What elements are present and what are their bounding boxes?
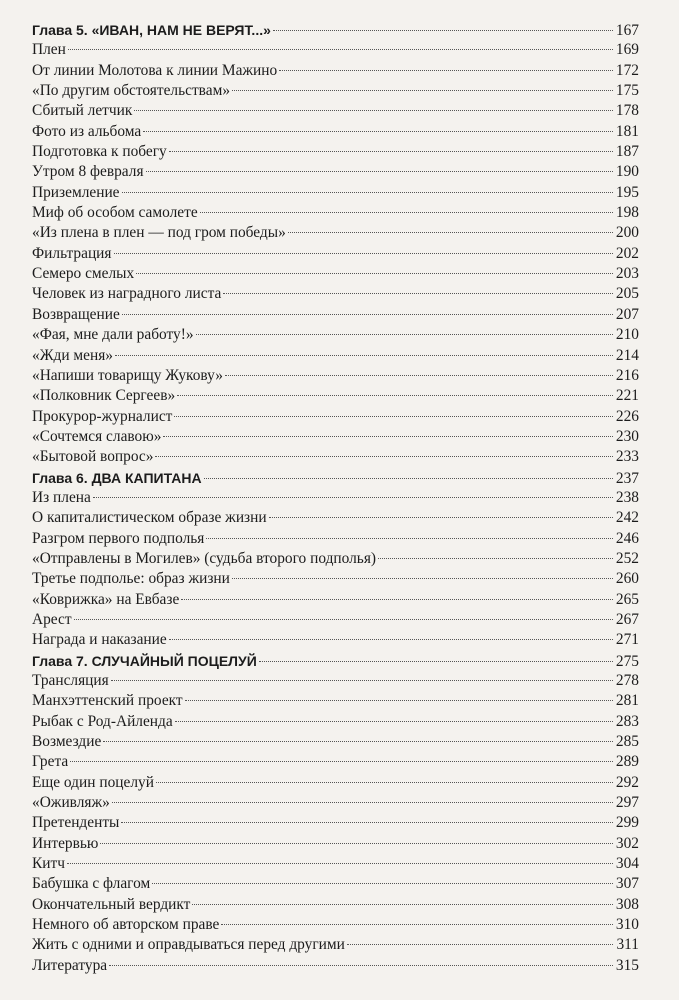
toc-entry xyxy=(32,142,639,162)
toc-entry xyxy=(32,732,639,752)
toc-entry-page-number: 175 xyxy=(615,82,639,100)
toc-entry-title: Возвращение xyxy=(32,305,120,323)
toc-entry-title: Литература xyxy=(32,956,108,974)
toc-entry xyxy=(32,223,639,243)
dot-leader xyxy=(152,882,613,884)
toc-entry xyxy=(32,529,639,549)
toc-entry-title: «Жди меня» xyxy=(32,346,113,364)
toc-entry xyxy=(32,244,639,264)
toc-entry xyxy=(32,935,639,955)
toc-chapter-entry xyxy=(32,20,639,40)
dot-leader xyxy=(70,760,613,762)
toc-entry-page-number: 246 xyxy=(615,529,639,547)
dot-leader xyxy=(347,943,613,945)
toc-entry-page-number: 311 xyxy=(616,936,639,954)
toc-entry xyxy=(32,305,639,325)
toc-entry-title: Фильтрация xyxy=(32,244,112,262)
dot-leader xyxy=(114,252,613,254)
toc-entry xyxy=(32,81,639,101)
toc-entry-title: «Коврижка» на Евбазе xyxy=(32,590,180,608)
dot-leader xyxy=(169,638,613,640)
toc-entry-page-number: 221 xyxy=(615,387,639,405)
dot-leader xyxy=(232,577,613,579)
toc-entry-page-number: 178 xyxy=(615,102,639,120)
dot-leader xyxy=(100,842,613,844)
toc-entry-title: «Сочтемся славою» xyxy=(32,427,162,445)
dot-leader xyxy=(223,292,613,294)
dot-leader xyxy=(232,89,613,91)
toc-entry-title: «По другим обстоятельствам» xyxy=(32,82,231,100)
toc-entry xyxy=(32,752,639,772)
toc-entry-title: «Бытовой вопрос» xyxy=(32,448,154,466)
toc-entry xyxy=(32,40,639,60)
toc-entry xyxy=(32,488,639,508)
dot-leader xyxy=(134,109,613,111)
dot-leader xyxy=(136,272,613,274)
dot-leader xyxy=(185,699,613,701)
dot-leader xyxy=(122,313,613,315)
toc-entry-page-number: 238 xyxy=(615,488,639,506)
dot-leader xyxy=(175,720,613,722)
toc-entry xyxy=(32,427,639,447)
dot-leader xyxy=(200,211,613,213)
toc-entry-title: Награда и наказание xyxy=(32,631,167,649)
toc-entry-title: Семеро смелых xyxy=(32,265,135,283)
toc-entry-page-number: 214 xyxy=(615,346,639,364)
toc-entry-page-number: 260 xyxy=(615,570,639,588)
toc-entry-title: О капиталистическом образе жизни xyxy=(32,509,267,527)
toc-entry-page-number: 285 xyxy=(615,733,639,751)
toc-entry-page-number: 265 xyxy=(615,590,639,608)
toc-entry xyxy=(32,284,639,304)
dot-leader xyxy=(177,394,613,396)
toc-entry xyxy=(32,325,639,345)
dot-leader xyxy=(192,903,613,905)
toc-entry-title: Плен xyxy=(32,41,66,59)
toc-entry-page-number: 200 xyxy=(615,224,639,242)
toc-entry-page-number: 252 xyxy=(615,549,639,567)
dot-leader xyxy=(121,821,613,823)
toc-entry-title: Жить с одними и оправдываться перед другими xyxy=(32,936,345,954)
toc-entry-title: От линии Молотова к линии Мажино xyxy=(32,61,278,79)
dot-leader xyxy=(68,48,613,50)
toc-entry-title: Из плена xyxy=(32,488,91,506)
toc-entry-page-number: 181 xyxy=(615,122,639,140)
toc-entry-title: «Из плена в плен — под гром победы» xyxy=(32,224,286,242)
toc-entry xyxy=(32,264,639,284)
toc-entry xyxy=(32,691,639,711)
toc-entry-title: Третье подполье: образ жизни xyxy=(32,570,230,588)
toc-entry xyxy=(32,793,639,813)
toc-entry xyxy=(32,508,639,528)
toc-entry-page-number: 169 xyxy=(615,41,639,59)
toc-entry xyxy=(32,630,639,650)
toc-entry xyxy=(32,610,639,630)
toc-entry xyxy=(32,346,639,366)
toc-entry-title: Трансляция xyxy=(32,672,109,689)
toc-entry-title: Глава 6. ДВА КАПИТАНА xyxy=(32,469,202,486)
toc-entry xyxy=(32,183,639,203)
toc-entry xyxy=(32,874,639,894)
toc-entry xyxy=(32,915,639,935)
toc-entry-title: Возмездие xyxy=(32,733,102,751)
dot-leader xyxy=(74,618,613,620)
toc-entry-page-number: 292 xyxy=(615,773,639,791)
toc-entry xyxy=(32,569,639,589)
toc-entry-title: Глава 7. СЛУЧАЙНЫЙ ПОЦЕЛУЙ xyxy=(32,652,257,669)
dot-leader xyxy=(112,801,613,803)
toc-entry-title: Миф об особом самолете xyxy=(32,204,198,222)
dot-leader xyxy=(279,69,613,71)
dot-leader xyxy=(93,496,613,498)
toc-entry xyxy=(32,407,639,427)
toc-entry xyxy=(32,773,639,793)
toc-entry-page-number: 198 xyxy=(615,204,639,222)
toc-entry xyxy=(32,854,639,874)
dot-leader xyxy=(155,455,613,457)
dot-leader xyxy=(156,781,613,783)
toc-entry-title: «Оживляж» xyxy=(32,794,110,812)
toc-entry xyxy=(32,447,639,467)
dot-leader xyxy=(206,537,613,539)
toc-entry xyxy=(32,956,639,976)
toc-entry-title: Прокурор-журналист xyxy=(32,407,173,425)
dot-leader xyxy=(146,170,613,172)
toc-entry-title: Приземление xyxy=(32,183,120,201)
toc-entry-page-number: 308 xyxy=(615,895,639,913)
toc-entry xyxy=(32,366,639,386)
toc-entry-page-number: 207 xyxy=(615,305,639,323)
toc-entry-page-number: 203 xyxy=(615,265,639,283)
dot-leader xyxy=(225,374,613,376)
dot-leader xyxy=(122,191,613,193)
dot-leader xyxy=(115,354,613,356)
dot-leader xyxy=(111,679,613,681)
table-of-contents xyxy=(32,20,639,976)
toc-entry-page-number: 304 xyxy=(615,855,639,873)
toc-entry-title: «Полковник Сергеев» xyxy=(32,387,176,405)
toc-entry-title: Китч xyxy=(32,855,65,873)
toc-chapter-entry xyxy=(32,468,639,488)
toc-chapter-entry xyxy=(32,651,639,671)
toc-entry-page-number: 216 xyxy=(615,366,639,384)
dot-leader xyxy=(143,130,613,132)
toc-entry-title: Еще один поцелуй xyxy=(32,773,154,791)
toc-entry-title: Манхэттенский проект xyxy=(32,692,183,710)
dot-leader xyxy=(378,557,613,559)
dot-leader xyxy=(273,29,613,31)
toc-entry-page-number: 315 xyxy=(615,956,639,974)
dot-leader xyxy=(103,740,613,742)
toc-entry-page-number: 187 xyxy=(615,143,639,161)
dot-leader xyxy=(109,964,613,966)
toc-entry-page-number: 202 xyxy=(615,244,639,262)
toc-entry-page-number: 283 xyxy=(615,712,639,730)
toc-entry-title: Человек из наградного листа xyxy=(32,285,222,303)
dot-leader xyxy=(288,231,613,233)
toc-entry-page-number: 297 xyxy=(615,794,639,812)
toc-entry-title: Сбитый летчик xyxy=(32,102,133,120)
toc-entry-page-number: 195 xyxy=(615,183,639,201)
toc-entry xyxy=(32,162,639,182)
toc-entry xyxy=(32,895,639,915)
toc-entry-page-number: 307 xyxy=(615,875,639,893)
toc-entry-title: Интервью xyxy=(32,834,99,852)
toc-entry xyxy=(32,203,639,223)
toc-entry-title: Окончательный вердикт xyxy=(32,895,191,913)
dot-leader xyxy=(67,862,613,864)
toc-entry-page-number: 226 xyxy=(615,407,639,425)
toc-entry-page-number: 289 xyxy=(615,753,639,771)
toc-entry xyxy=(32,813,639,833)
toc-entry-title: Арест xyxy=(32,610,72,628)
toc-entry-title: Фото из альбома xyxy=(32,122,142,140)
dot-leader xyxy=(163,435,613,437)
toc-entry xyxy=(32,671,639,691)
dot-leader xyxy=(221,923,613,925)
toc-entry-title: Разгром первого подполья xyxy=(32,529,205,547)
toc-entry-title: Претенденты xyxy=(32,814,120,832)
toc-entry-page-number: 233 xyxy=(615,448,639,466)
toc-entry-page-number: 205 xyxy=(615,285,639,303)
toc-entry-title: «Напиши товарищу Жукову» xyxy=(32,366,223,384)
toc-entry-title: «Отправлены в Могилев» (судьба второго подполья) xyxy=(32,549,377,567)
toc-entry-page-number: 242 xyxy=(615,509,639,527)
toc-entry-page-number: 278 xyxy=(615,672,639,689)
toc-entry-page-number: 302 xyxy=(615,834,639,852)
toc-entry-title: Утром 8 февраля xyxy=(32,163,144,181)
toc-entry xyxy=(32,549,639,569)
toc-entry-page-number: 267 xyxy=(615,610,639,628)
toc-entry-page-number: 230 xyxy=(615,427,639,445)
toc-entry xyxy=(32,101,639,121)
dot-leader xyxy=(181,598,613,600)
toc-entry xyxy=(32,834,639,854)
toc-entry xyxy=(32,712,639,732)
toc-entry-title: Немного об авторском праве xyxy=(32,916,220,934)
toc-entry-page-number: 190 xyxy=(615,163,639,181)
toc-entry-title: Грета xyxy=(32,753,69,771)
toc-entry-page-number: 172 xyxy=(615,61,639,79)
toc-entry-page-number: 271 xyxy=(615,631,639,649)
toc-entry-page-number: 299 xyxy=(615,814,639,832)
dot-leader xyxy=(269,516,613,518)
toc-entry-title: Подготовка к побегу xyxy=(32,143,167,161)
toc-entry-title: «Фая, мне дали работу!» xyxy=(32,326,194,344)
dot-leader xyxy=(169,150,613,152)
toc-entry-title: Рыбак с Род-Айленда xyxy=(32,712,173,730)
toc-entry-page-number: 210 xyxy=(615,326,639,344)
toc-entry xyxy=(32,590,639,610)
toc-entry-page-number: 281 xyxy=(615,692,639,710)
toc-entry-page-number: 237 xyxy=(615,469,639,487)
dot-leader xyxy=(204,477,613,479)
toc-entry-title: Глава 5. «ИВАН, НАМ НЕ ВЕРЯТ...» xyxy=(32,22,271,38)
toc-entry-page-number: 310 xyxy=(615,916,639,934)
dot-leader xyxy=(259,660,613,662)
toc-entry xyxy=(32,122,639,142)
toc-entry-title: Бабушка с флагом xyxy=(32,875,151,893)
toc-entry-page-number: 167 xyxy=(615,22,639,39)
toc-entry-page-number: 275 xyxy=(615,652,639,670)
dot-leader xyxy=(174,415,613,417)
dot-leader xyxy=(196,333,613,335)
toc-entry xyxy=(32,61,639,81)
toc-entry xyxy=(32,386,639,406)
